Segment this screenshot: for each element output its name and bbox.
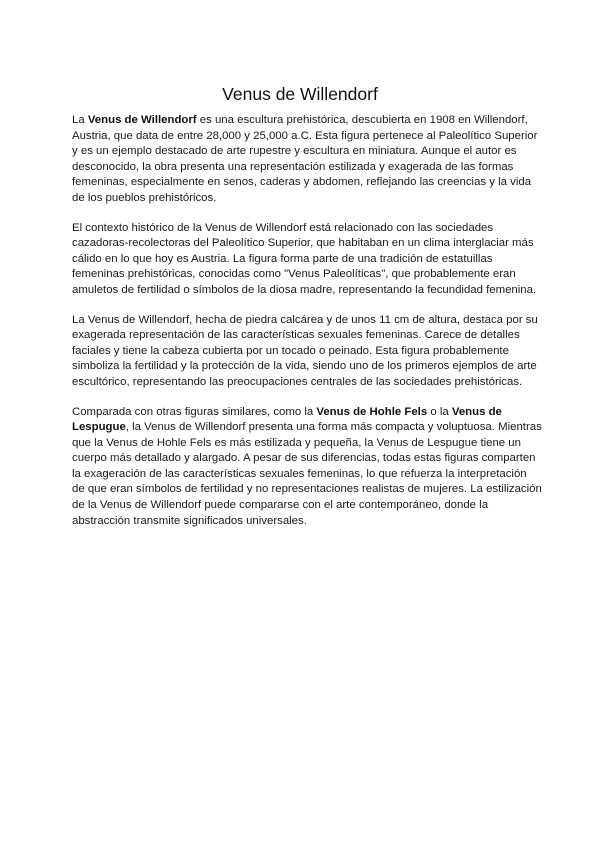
bold-term: Venus de Hohle Fels xyxy=(316,405,428,418)
text-segment: La xyxy=(72,114,88,126)
paragraph-comparison xyxy=(72,405,542,530)
text-segment: es una escultura prehistórica, descubierta en 1908 en Willendorf, Austria, que data de entre 28,000 y 25,000 a.C. Esta figura pertenece al Paleolítico Superior y es un ejemplo destacado de arte rupestre y escultura en miniatura. Aunque el autor es desconocido, la obra presenta una representación estilizada y exagerada de las formas femeninas, especialmente en senos, caderas y abdomen, reflejando las creencias y la vida de los pueblos prehistóricos. xyxy=(72,114,538,204)
document-body xyxy=(72,113,542,543)
text-segment: La Venus de Willendorf, hecha de piedra calcárea y de unos 11 cm de altura, destaca por su exagerada representación de las características sexuales femeninas. Carece de detalles faciales y tiene la cabeza cubierta por un tocado o peinado. Esta figura probablemente simboliza la fertilidad y la protección de la vida, siendo uno de los primeros ejemplos de arte escultórico, representando las preocupaciones centrales de las sociedades prehistóricas. xyxy=(72,313,538,388)
bold-term: Venus de Willendorf xyxy=(87,114,197,126)
paragraph-description xyxy=(72,313,542,391)
paragraph-intro xyxy=(72,113,542,207)
text-segment: Comparada con otras figuras similares, como la xyxy=(72,405,317,418)
page-title: Venus de Willendorf xyxy=(222,84,378,104)
text-segment: El contexto histórico de la Venus de Willendorf está relacionado con las sociedades cazadoras-recolectoras del Paleolítico Superior, que habitaban en un clima interglaciar más cálido en lo que hoy es Austria. La figura forma parte de una tradición de estatuillas femeninas prehistóricas, conocidas como "Venus Paleolíticas", que probablemente eran amuletos de fertilidad o símbolos de la diosa madre, representando la fecundidad femenina. xyxy=(72,221,537,296)
text-segment: , la Venus de Willendorf presenta una forma más compacta y voluptuosa. Mientras que la Venus de Hohle Fels es más estilizada y pequeña, la Venus de Lespugue tiene un cuerpo más detallado y alargado. A pesar de sus diferencias, todas estas figuras comparten la exageración de las características sexuales femeninas, lo que refuerza la interpretación de que eran símbolos de fertilidad y no representaciones realistas de mujeres. La estilización de la Venus de Willendorf puede compararse con el arte contemporáneo, donde la abstracción transmite significados universales. xyxy=(72,421,542,527)
bold-term: Venus de Lespugue xyxy=(72,405,502,434)
paragraph-historical-context xyxy=(72,221,542,299)
text-segment: o la xyxy=(427,405,452,418)
